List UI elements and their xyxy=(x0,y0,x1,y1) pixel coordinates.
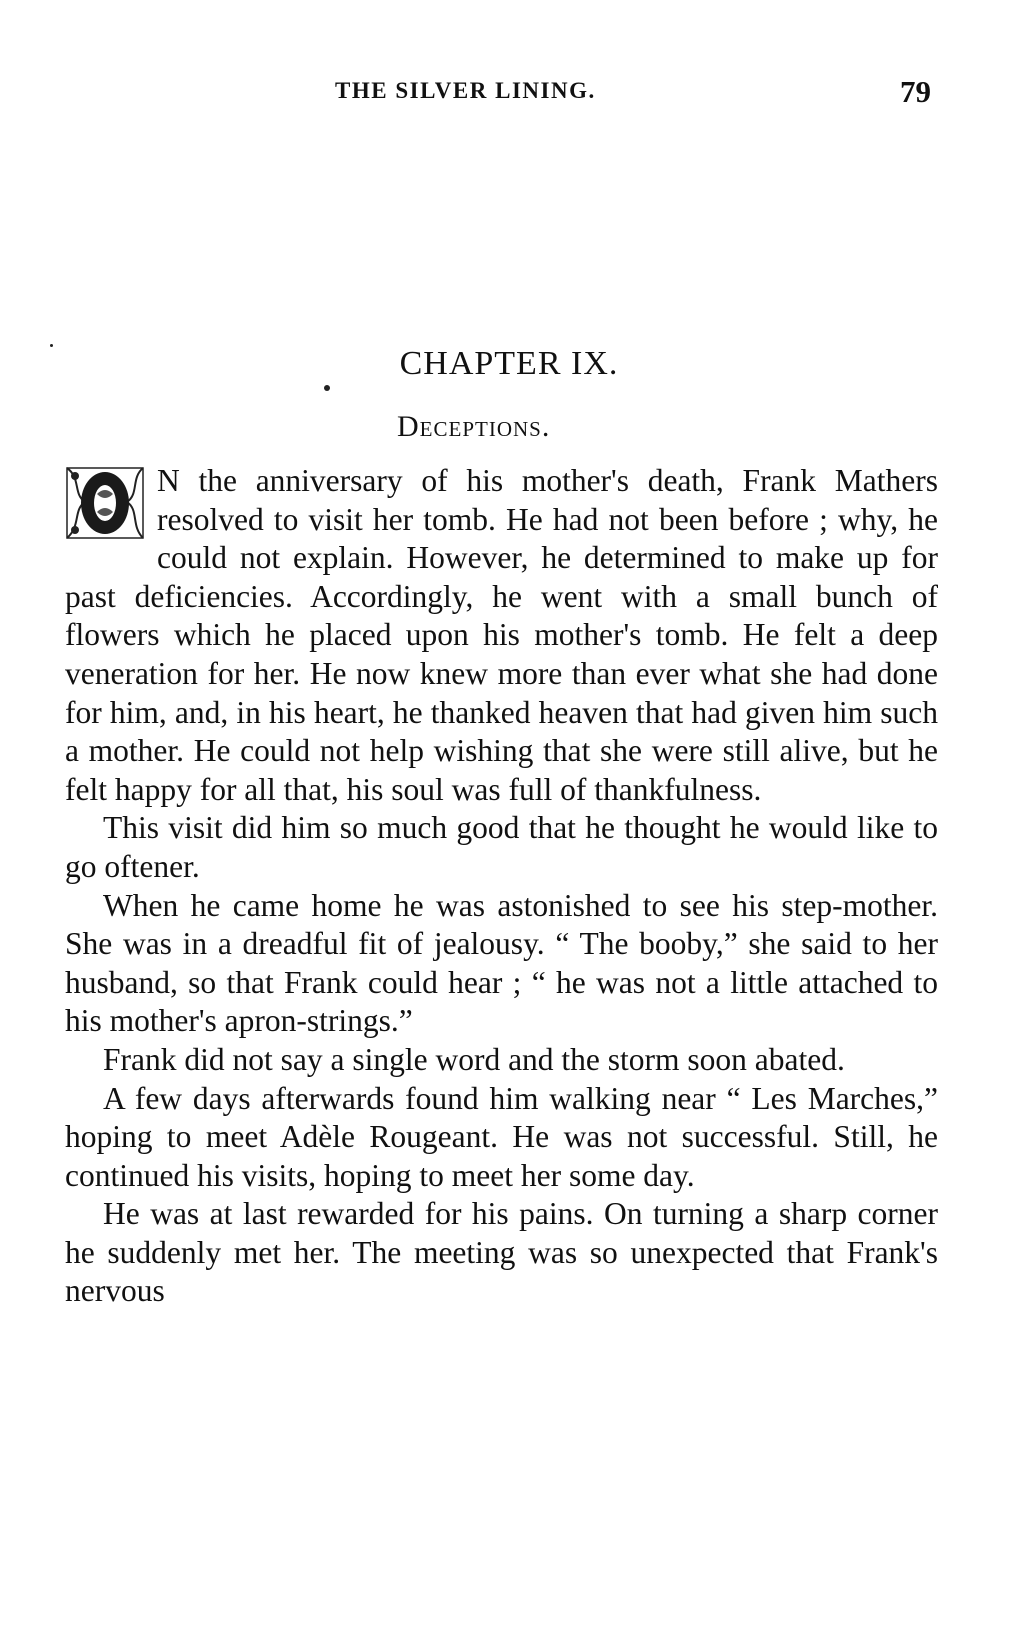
page-number: 79 xyxy=(900,74,931,109)
chapter-number: CHAPTER IX. xyxy=(399,345,619,382)
paragraph-text: Frank Mathers resolved to visit her tomb. He had not been before ; why, he could not explain. However, he determined to make up for past deficiencies. Accordingly, he went with a small bunch of flowers which he placed upon his mother's tomb. He felt a deep veneration for her. He now knew more than ever what she had done for him, and, in his heart, he thanked heaven that had given him such a mother. He could not help wishing that she were still alive, but he felt happy for all that, his soul was full of thankfulness. xyxy=(65,463,938,807)
paragraph: Frank did not say a single word and the storm soon abated. xyxy=(103,1041,845,1077)
chapter-body xyxy=(65,462,938,1311)
stray-ink-mark xyxy=(324,385,330,391)
opening-line: N the anniversary of his mother's death, xyxy=(157,463,724,498)
ornamental-drop-cap-icon xyxy=(61,464,151,542)
paragraph: A few days afterwards found him walking near “ Les Marches,” hoping to meet Adèle Rougeant. He was not successful. Still, he continued his visits, hoping to meet her some day. xyxy=(65,1080,938,1193)
paragraph: This visit did him so much good that he thought he would like to go oftener. xyxy=(65,810,938,884)
paragraph xyxy=(65,462,938,809)
paragraph: He was at last rewarded for his pains. On turning a sharp corner he suddenly met her. The meeting was so unexpected that Frank's nervous xyxy=(65,1196,938,1309)
running-title: THE SILVER LINING. xyxy=(335,78,596,103)
chapter-title: Deceptions. xyxy=(397,410,551,443)
running-header xyxy=(0,74,1018,114)
paragraph: When he came home he was astonished to see his step-mother. She was in a dreadful fit of jealousy. “ The booby,” she said to her husband, so that Frank could hear ; “ he was not a little attached to his mother's apron-strings.” xyxy=(65,887,938,1039)
